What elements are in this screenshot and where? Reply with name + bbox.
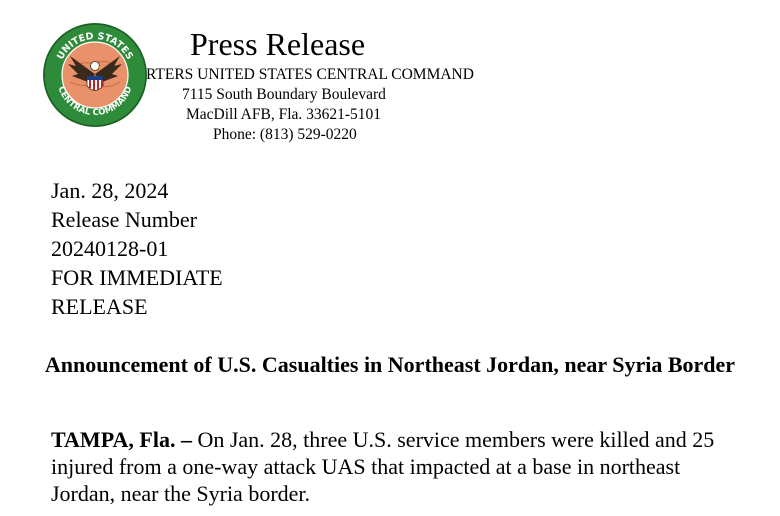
city-address: MacDill AFB, Fla. 33621-5101 <box>186 106 382 123</box>
headline: Announcement of U.S. Casualties in Northeast Jordan, near Syria Border <box>44 352 736 377</box>
release-metadata <box>51 176 223 321</box>
phone-number: Phone: (813) 529-0220 <box>213 126 357 143</box>
body-text: On Jan. 28, three U.S. service members were killed and 25 injured from a one-way attack UAS that impacted at a base in northeast Jordan, near the Syria border. <box>51 427 715 506</box>
svg-text:UNITED STATES: UNITED STATES <box>55 30 135 62</box>
release-status-line2: RELEASE <box>51 294 148 319</box>
dateline: TAMPA, Fla. – <box>51 427 192 452</box>
body-paragraph <box>51 426 741 507</box>
release-number: 20240128-01 <box>51 236 169 261</box>
svg-text:CENTRAL COMMAND: CENTRAL COMMAND <box>55 85 135 119</box>
page-title: Press Release <box>190 26 366 62</box>
release-number-label: Release Number <box>51 207 197 232</box>
release-status-line1: FOR IMMEDIATE <box>51 265 223 290</box>
release-date: Jan. 28, 2024 <box>51 178 169 203</box>
street-address: 7115 South Boundary Boulevard <box>182 86 386 103</box>
centcom-seal-icon <box>42 22 148 128</box>
organization-name: RTERS UNITED STATES CENTRAL COMMAND <box>146 66 474 83</box>
